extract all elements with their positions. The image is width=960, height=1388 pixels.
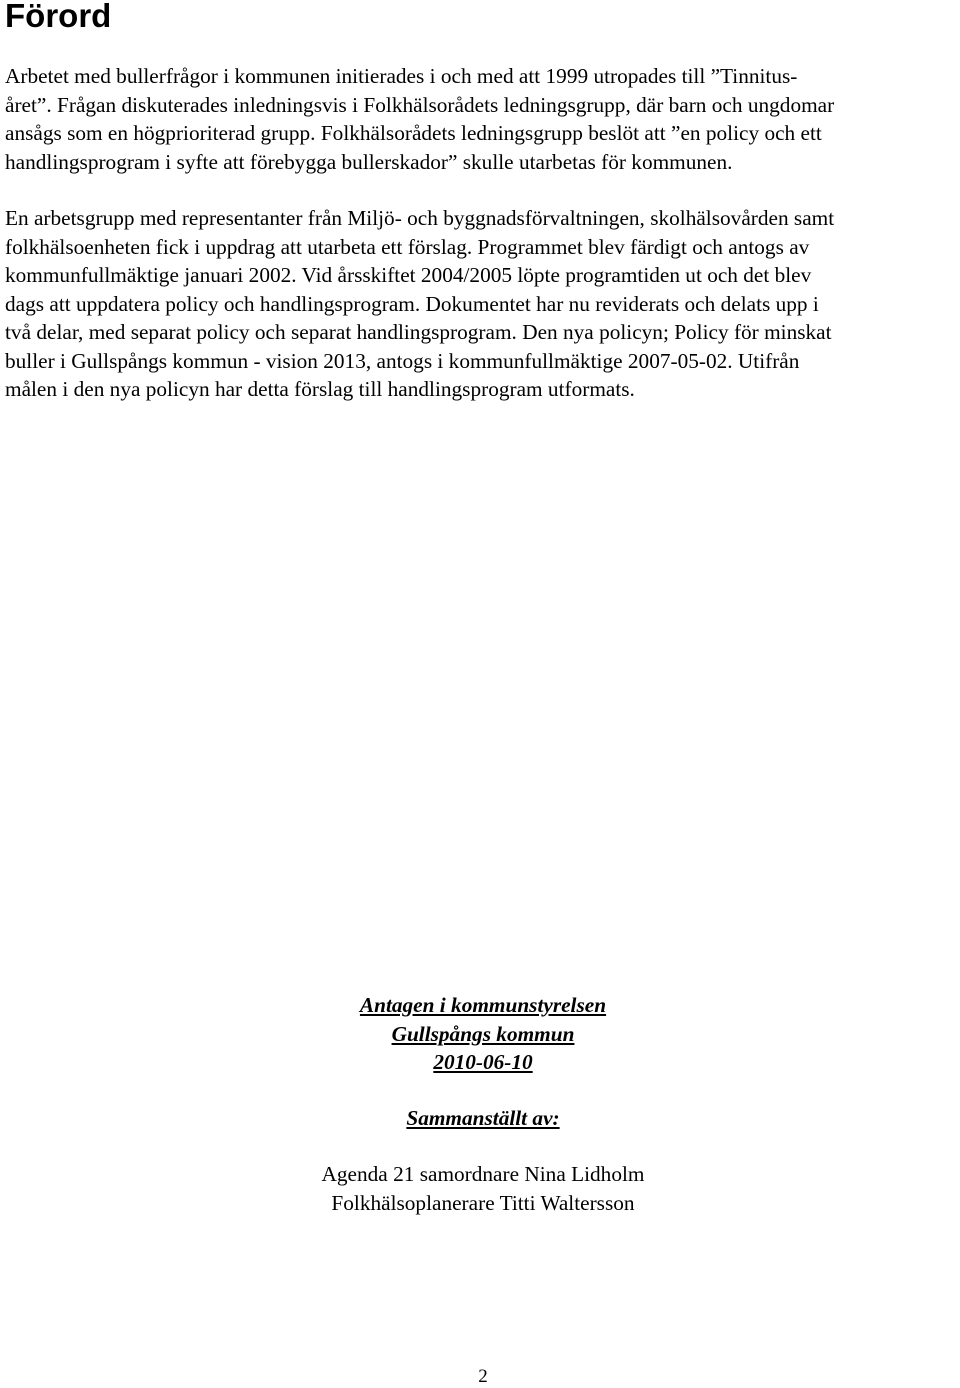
author-line: Folkhälsoplanerare Titti Waltersson [331, 1190, 635, 1215]
text-line: En arbetsgrupp med representanter från Miljö- och byggnadsförvaltningen, skolhälsovården samt [5, 206, 835, 230]
text-line: dags att uppdatera policy och handlingsprogram. Dokumentet har nu reviderats och delats upp i [5, 291, 819, 316]
compiled-by-label [0, 1104, 960, 1133]
page-number: 2 [478, 1366, 488, 1387]
compiled-by-heading: Sammanställt av: [406, 1106, 560, 1130]
text-line: buller i Gullspångs kommun - vision 2013, antogs i kommunfullmäktige 2007-05-02. Utifrån [5, 348, 800, 373]
adoption-date: 2010-06-10 [433, 1050, 533, 1074]
municipality-name: Gullspångs kommun [391, 1021, 575, 1046]
text-line: kommunfullmäktige januari 2002. Vid årsskiftet 2004/2005 löpte programtiden ut och det blev [5, 263, 812, 287]
text-line: handlingsprogram i syfte att förebygga bullerskador” skulle utarbetas för kommunen. [5, 149, 733, 174]
text-line: folkhälsoenheten fick i uppdrag att utarbeta ett förslag. Programmet blev färdigt och antogs av [5, 234, 810, 259]
paragraph-working-group [5, 204, 960, 404]
author-line: Agenda 21 samordnare Nina Lidholm [321, 1162, 645, 1186]
text-line: målen i den nya policyn har detta förslag till handlingsprogram utformats. [5, 377, 635, 401]
text-line: två delar, med separat policy och separat handlingsprogram. Den nya policyn; Policy för minskat [5, 320, 832, 344]
adoption-notice [0, 991, 960, 1077]
text-line: Arbetet med bullerfrågor i kommunen initierades i och med att 1999 utropades till ”Tinnitus- [5, 64, 798, 88]
text-line: ansågs som en högprioriterad grupp. Folkhälsorådets ledningsgrupp beslöt att ”en policy och ett [5, 121, 822, 145]
page-title: Förord [5, 0, 112, 34]
author-list [0, 1160, 960, 1217]
adoption-body: Antagen i kommunstyrelsen [359, 993, 607, 1017]
paragraph-intro [5, 62, 960, 176]
text-line: året”. Frågan diskuterades inledningsvis i Folkhälsorådets ledningsgrupp, där barn och ungdomar [5, 92, 835, 117]
